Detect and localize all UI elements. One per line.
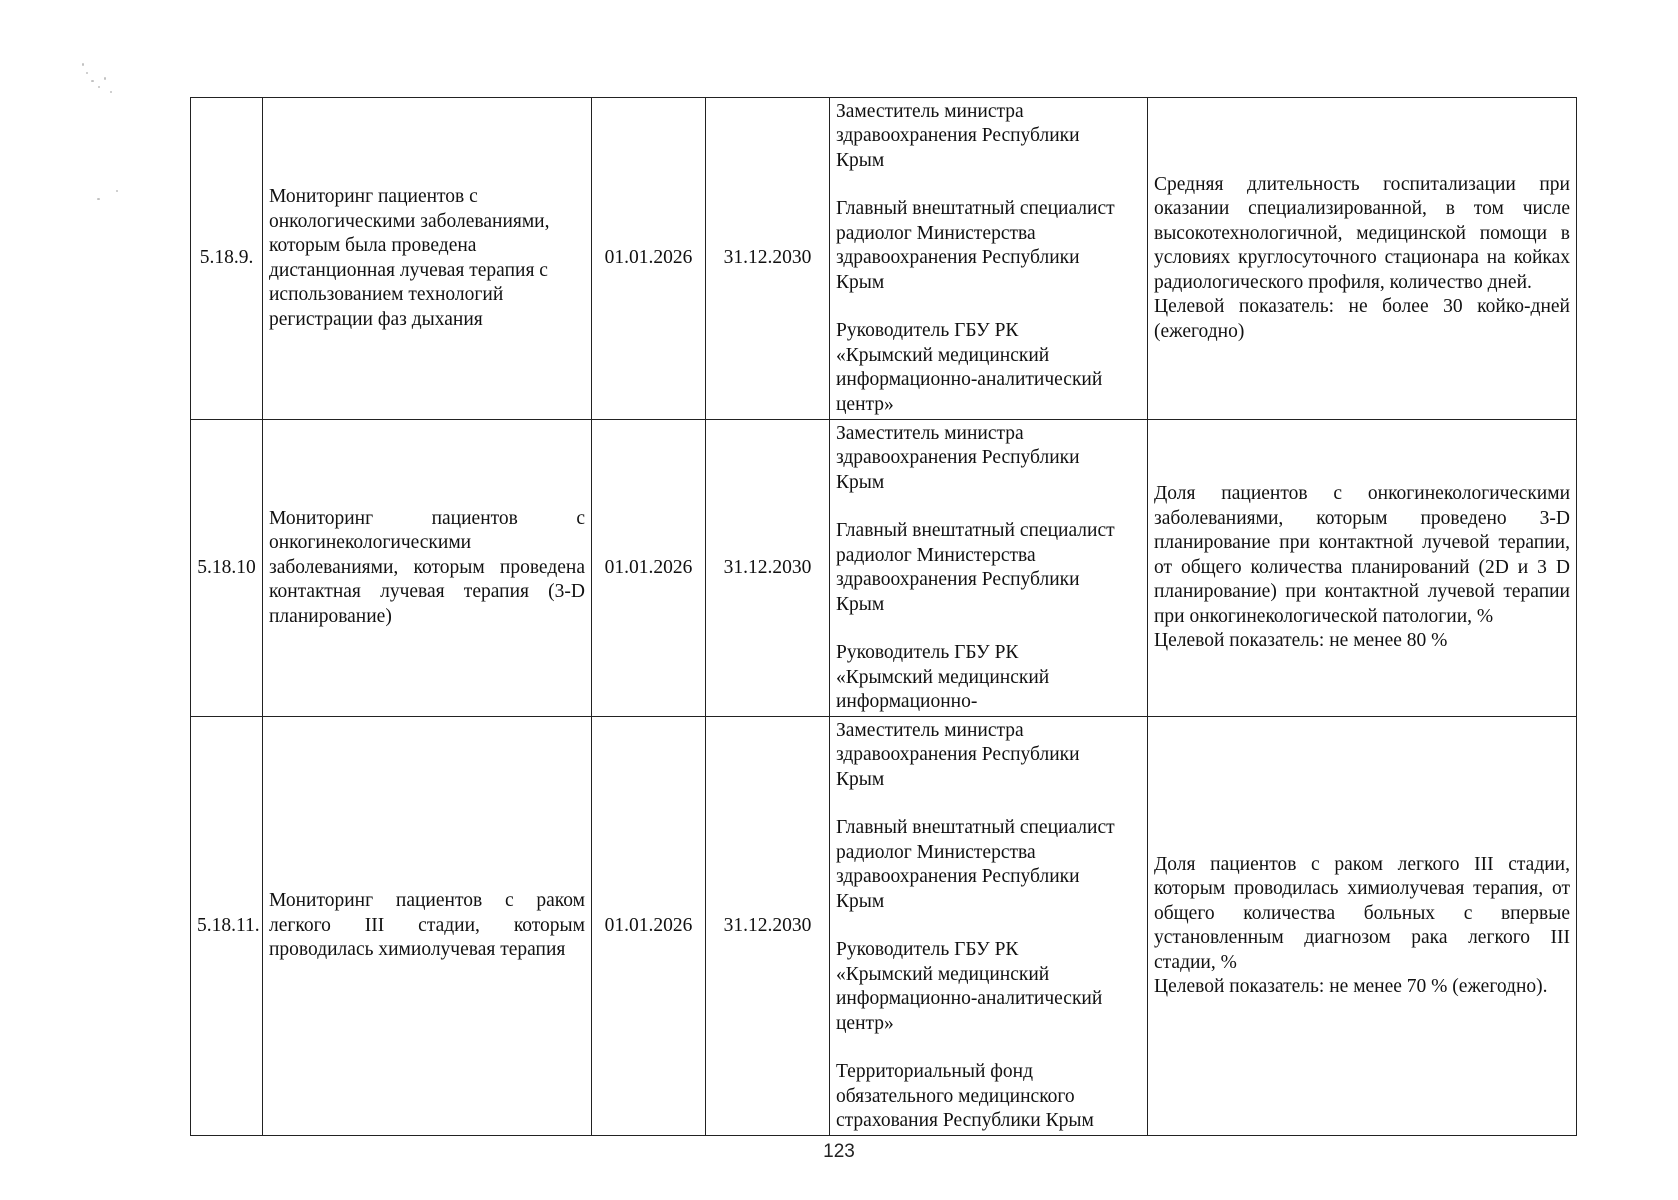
responsible-item: Заместитель министра здравоохранения Республики Крым bbox=[836, 719, 1080, 790]
start-date: 01.01.2026 bbox=[592, 420, 706, 717]
table-row bbox=[191, 717, 1577, 1136]
responsible-cell bbox=[830, 717, 1148, 1136]
indicator-cell bbox=[1148, 420, 1577, 717]
responsible-item: Главный внештатный специалист радиолог Министерства здравоохранения Республики Крым bbox=[836, 520, 1115, 615]
responsible-item: Главный внештатный специалист радиолог Министерства здравоохранения Республики Крым bbox=[836, 198, 1115, 293]
table-row bbox=[191, 420, 1577, 717]
responsible-item: Заместитель министра здравоохранения Республики Крым bbox=[836, 422, 1080, 493]
scan-speck bbox=[104, 77, 106, 80]
activity-name: Мониторинг пациентов с онкогинекологическими заболеваниями, которым проведена контактная лучевая терапия (3-D планирование) bbox=[263, 420, 592, 717]
activity-name: Мониторинг пациентов с раком легкого III стадии, которым проводилась химиолучевая терапия bbox=[263, 717, 592, 1136]
responsible-cell bbox=[830, 420, 1148, 717]
page-number: 123 bbox=[823, 1141, 855, 1162]
activity-name: Мониторинг пациентов с онкологическими заболеваниями, которым была проведена дистанционная лучевая терапия с использованием технологий регистрации фаз дыхания bbox=[263, 98, 592, 420]
target-text: Целевой показатель: не менее 70 % (ежегодно). bbox=[1154, 976, 1548, 997]
responsible-cell bbox=[830, 98, 1148, 420]
end-date: 31.12.2030 bbox=[706, 717, 830, 1136]
responsible-item: Руководитель ГБУ РК «Крымский медицинский информационно- bbox=[836, 642, 1050, 712]
scan-speck bbox=[110, 91, 112, 93]
indicator-cell bbox=[1148, 717, 1577, 1136]
scan-speck bbox=[86, 72, 88, 74]
indicator-cell bbox=[1148, 98, 1577, 420]
row-number: 5.18.9. bbox=[191, 98, 263, 420]
start-date: 01.01.2026 bbox=[592, 98, 706, 420]
responsible-item: Руководитель ГБУ РК «Крымский медицинский информационно-аналитический центр» bbox=[836, 320, 1103, 415]
indicator-text: Средняя длительность госпитализации при оказании специализированной, в том числе высокотехнологичной, медицинской помощи в условиях круглосуточного стационара на койках радиологического профиля, количество дней. bbox=[1154, 173, 1570, 293]
indicator-text: Доля пациентов с онкогинекологическими заболеваниями, которым проведено 3-D планирование при контактной лучевой терапии, от общего количества планирований (2D и 3 D планирование) при контактной лучевой терапии при онкогинекологической патологии, % bbox=[1154, 483, 1570, 627]
scan-speck bbox=[116, 190, 118, 192]
target-text: Целевой показатель: не менее 80 % bbox=[1154, 630, 1448, 652]
scan-speck bbox=[91, 80, 94, 82]
row-number: 5.18.11. bbox=[191, 717, 263, 1136]
end-date: 31.12.2030 bbox=[706, 420, 830, 717]
scan-speck bbox=[98, 86, 100, 88]
table-row bbox=[191, 98, 1577, 420]
responsible-item: Территориальный фонд обязательного медицинского страхования Республики Крым bbox=[836, 1061, 1094, 1131]
responsible-item: Руководитель ГБУ РК «Крымский медицинский информационно-аналитический центр» bbox=[836, 939, 1103, 1034]
responsible-item: Заместитель министра здравоохранения Республики Крым bbox=[836, 100, 1080, 171]
row-number: 5.18.10 bbox=[191, 420, 263, 717]
indicator-text: Доля пациентов с раком легкого III стадии, которым проводилась химиолучевая терапия, от общего количества больных с впервые установленным диагнозом рака легкого III стадии, % bbox=[1154, 853, 1570, 973]
activities-table bbox=[190, 97, 1577, 1136]
scan-speck bbox=[82, 63, 84, 66]
target-text: Целевой показатель: не более 30 койко-дней (ежегодно) bbox=[1154, 296, 1570, 342]
responsible-item: Главный внештатный специалист радиолог Министерства здравоохранения Республики Крым bbox=[836, 817, 1115, 912]
scan-speck bbox=[97, 198, 100, 200]
start-date: 01.01.2026 bbox=[592, 717, 706, 1136]
end-date: 31.12.2030 bbox=[706, 98, 830, 420]
